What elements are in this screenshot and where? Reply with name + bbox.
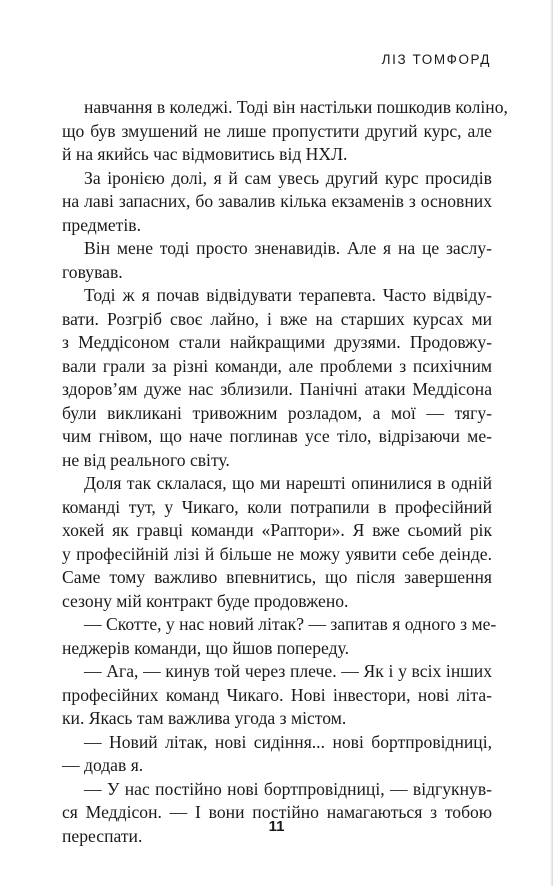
paragraph: [62, 237, 492, 284]
text-line: Саме тому важливо впевнитись, що після завершення: [62, 567, 492, 587]
paragraph: [62, 284, 492, 472]
text-line: Він мене тоді просто зненавидів. Але я на це заслу-: [84, 238, 492, 258]
text-line: — Ага, — кинув той через плече. — Як і у всіх інших: [84, 661, 492, 681]
text-line: — Скотте, у нас новий літак? — запитав я одного з ме-: [84, 614, 497, 634]
text-line: неджерів команди, що йшов попереду.: [62, 637, 349, 658]
text-line: були викликані тривожним розладом, а мої — тягу-: [62, 402, 492, 423]
text-line: що був змушений не лише пропустити другий курс, але: [62, 120, 492, 141]
text-line: сезону мій контракт буде продовжено.: [62, 590, 349, 611]
paragraph: [62, 96, 508, 167]
paragraph: [62, 167, 492, 238]
text-line: команді тут, у Чикаго, коли потрапили в професійний: [62, 496, 492, 517]
text-line: Тоді ж я почав відвідувати терапевта. Часто відвіду-: [84, 285, 492, 305]
text-line: не від реального світу.: [62, 449, 230, 470]
paragraph: [62, 472, 492, 613]
text-line: говував.: [62, 261, 123, 282]
text-line: професійних команд Чикаго. Нові інвестори, нові літа-: [62, 684, 492, 705]
text-line: хокей як гравці команди «Раптори». Я вже сьомий рік: [62, 520, 492, 540]
text-line: ся Меддісон. — І вони постійно намагаються з тобою: [62, 802, 492, 822]
running-head: ЛІЗ ТОМФОРД: [381, 52, 491, 67]
text-line: предметів.: [62, 214, 141, 235]
text-line: вати. Розгріб своє лайно, і вже на старших курсах ми: [62, 308, 492, 329]
text-line: вали грали за різні команди, але проблеми з психічним: [62, 355, 492, 376]
text-line: з Меддісоном стали найкращими друзями. Продовжу-: [62, 332, 492, 352]
paragraph: [62, 613, 497, 660]
text-line: — Новий літак, нові сидіння... нові бортпровідниці,: [84, 731, 492, 752]
text-line: За іронією долі, я й сам увесь другий курс просидів: [84, 167, 492, 188]
text-line: чим гнівом, що наче поглинав усе тіло, відрізаючи ме-: [62, 426, 492, 446]
text-line: ки. Якась там важлива угода з містом.: [62, 708, 347, 728]
text-line: переспати.: [62, 825, 143, 846]
text-line: — У нас постійно нові бортпровідниці, — відгукнув-: [84, 778, 492, 799]
page-number: 11: [268, 818, 285, 835]
paragraph: [62, 778, 492, 849]
paragraph: [62, 660, 492, 731]
text-line: Доля так склалася, що ми нарешті опинилися в одній: [84, 473, 492, 493]
text-line: у професійній лізі й більше не можу уявити себе деінде.: [62, 543, 492, 564]
text-line: на лаві запасних, бо завалив кілька екзаменів з основних: [62, 191, 492, 211]
body-text: [62, 96, 508, 848]
text-line: й на якийсь час відмовитись від НХЛ.: [62, 144, 348, 164]
text-line: навчання в коледжі. Тоді він настільки пошкодив коліно,: [84, 97, 508, 117]
paragraph: [62, 731, 492, 778]
text-line: — додав я.: [62, 755, 144, 775]
text-line: здоров’ям дуже нас зблизили. Панічні атаки Меддісона: [62, 379, 492, 399]
